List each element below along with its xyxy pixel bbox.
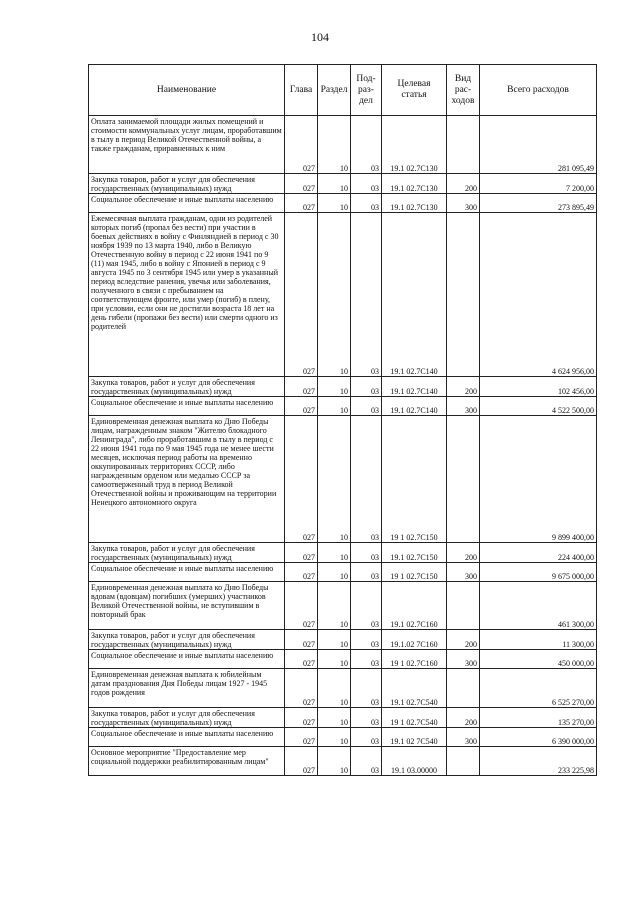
- table-row: [89, 397, 597, 416]
- header-total: Всего расходов: [480, 65, 597, 116]
- row-subsection: 03: [351, 650, 382, 669]
- row-name: Социальное обеспечение и иные выплаты населению: [89, 397, 285, 416]
- row-total: 4 522 500,00: [480, 397, 597, 416]
- row-total: 233 225,98: [480, 747, 597, 776]
- row-type: 300: [447, 650, 480, 669]
- row-type: [447, 116, 480, 174]
- row-chapter: 027: [285, 582, 318, 630]
- row-chapter: 027: [285, 747, 318, 776]
- row-type: 300: [447, 728, 480, 747]
- header-chapter: Глава: [285, 65, 318, 116]
- row-chapter: 027: [285, 116, 318, 174]
- row-total: 281 095,49: [480, 116, 597, 174]
- row-type: 200: [447, 377, 480, 397]
- row-section: 10: [318, 747, 351, 776]
- row-chapter: 027: [285, 397, 318, 416]
- row-type: [447, 582, 480, 630]
- row-name: Единовременная денежная выплата ко Дню Победы вдовам (вдовцам) погибших (умерших) участников Великой Отечественной войны, не вступившим в повторный брак: [89, 582, 285, 630]
- table-row: [89, 630, 597, 650]
- row-section: 10: [318, 708, 351, 728]
- row-name: Единовременная денежная выплата к юбилейным датам празднования Дня Победы лицам 1927 - 1945 годов рождения: [89, 669, 285, 708]
- row-target: 19.1 02 7С540: [382, 728, 447, 747]
- row-type: 300: [447, 563, 480, 582]
- row-chapter: 027: [285, 669, 318, 708]
- row-target: 19.1 02.7С160: [382, 582, 447, 630]
- row-target: 19.1 02.7С150: [382, 543, 447, 563]
- table-row: [89, 174, 597, 194]
- row-section: 10: [318, 397, 351, 416]
- row-chapter: 027: [285, 213, 318, 377]
- row-name: Социальное обеспечение и иные выплаты населению: [89, 563, 285, 582]
- budget-table: [88, 64, 597, 776]
- row-chapter: 027: [285, 194, 318, 213]
- row-subsection: 03: [351, 116, 382, 174]
- row-name: Закупка товаров, работ и услуг для обеспечения государственных (муниципальных) нужд: [89, 708, 285, 728]
- row-type: 300: [447, 397, 480, 416]
- row-target: 19.1 02.7С140: [382, 397, 447, 416]
- row-name: Социальное обеспечение и иные выплаты населению: [89, 650, 285, 669]
- table-row: [89, 582, 597, 630]
- row-chapter: 027: [285, 416, 318, 543]
- row-subsection: 03: [351, 582, 382, 630]
- row-section: 10: [318, 174, 351, 194]
- row-name: Основное мероприятие "Предоставление мер социальной поддержки реабилитированным лицам": [89, 747, 285, 776]
- row-total: 273 895,49: [480, 194, 597, 213]
- row-subsection: 03: [351, 563, 382, 582]
- header-target: Целевая статья: [382, 65, 447, 116]
- header-row: [89, 65, 597, 116]
- row-section: 10: [318, 213, 351, 377]
- row-section: 10: [318, 669, 351, 708]
- row-name: Социальное обеспечение и иные выплаты населению: [89, 194, 285, 213]
- row-target: 19.1.02 7С160: [382, 630, 447, 650]
- row-subsection: 03: [351, 174, 382, 194]
- row-chapter: 027: [285, 174, 318, 194]
- row-target: 19.1 02.7С130: [382, 194, 447, 213]
- row-name: Единовременная денежная выплата ко Дню Победы лицам, награжденным знаком "Жителю блокадного Ленинграда", либо проработавшим в тылу в период с 22 июня 1941 года по 9 мая 1945 года не менее шести месяцев, исключая период работы на временно оккупированных территориях СССР, либо награжденным орденом или медалью СССР за самоотверженный труд в период Великой Отечественной войны и проживающим на территории Ненецкого автономного округа: [89, 416, 285, 543]
- row-section: 10: [318, 563, 351, 582]
- row-total: 6 525 270,00: [480, 669, 597, 708]
- row-subsection: 03: [351, 669, 382, 708]
- row-type: 200: [447, 174, 480, 194]
- row-subsection: 03: [351, 416, 382, 543]
- header-section: Раздел: [318, 65, 351, 116]
- row-type: 200: [447, 708, 480, 728]
- row-total: 135 270,00: [480, 708, 597, 728]
- table-row: [89, 563, 597, 582]
- row-chapter: 027: [285, 563, 318, 582]
- table-row: [89, 650, 597, 669]
- row-subsection: 03: [351, 747, 382, 776]
- row-target: 19 1 02.7С540: [382, 708, 447, 728]
- table-row: [89, 708, 597, 728]
- row-target: 19.1 03.00000: [382, 747, 447, 776]
- row-section: 10: [318, 543, 351, 563]
- header-name: Наименование: [89, 65, 285, 116]
- row-type: 300: [447, 194, 480, 213]
- row-total: 6 390 000,00: [480, 728, 597, 747]
- row-name: Закупка товаров, работ и услуг для обеспечения государственных (муниципальных) нужд: [89, 174, 285, 194]
- row-section: 10: [318, 582, 351, 630]
- table-row: [89, 728, 597, 747]
- row-section: 10: [318, 116, 351, 174]
- row-target: 19.1 02.7С540: [382, 669, 447, 708]
- row-subsection: 03: [351, 630, 382, 650]
- row-total: 461 300,00: [480, 582, 597, 630]
- row-section: 10: [318, 377, 351, 397]
- row-subsection: 03: [351, 543, 382, 563]
- table-row: [89, 116, 597, 174]
- row-type: 200: [447, 543, 480, 563]
- table-row: [89, 416, 597, 543]
- row-name: Закупка товаров, работ и услуг для обеспечения государственных (муниципальных) нужд: [89, 543, 285, 563]
- table-row: [89, 377, 597, 397]
- row-total: 102 456,00: [480, 377, 597, 397]
- row-subsection: 03: [351, 397, 382, 416]
- table-row: [89, 669, 597, 708]
- row-subsection: 03: [351, 213, 382, 377]
- row-chapter: 027: [285, 728, 318, 747]
- row-subsection: 03: [351, 194, 382, 213]
- row-total: 4 624 956,00: [480, 213, 597, 377]
- page-number: 104: [311, 30, 329, 44]
- row-total: 450 000,00: [480, 650, 597, 669]
- row-chapter: 027: [285, 377, 318, 397]
- row-section: 10: [318, 416, 351, 543]
- row-target: 19.1 02.7С140: [382, 213, 447, 377]
- row-total: 224 400,00: [480, 543, 597, 563]
- row-target: 19 1 02.7С150: [382, 416, 447, 543]
- row-target: 19.1 02.7С130: [382, 174, 447, 194]
- row-section: 10: [318, 194, 351, 213]
- row-name: Закупка товаров, работ и услуг для обеспечения государственных (муниципальных) нужд: [89, 630, 285, 650]
- header-type: Вид рас- ходов: [447, 65, 480, 116]
- row-subsection: 03: [351, 708, 382, 728]
- row-name: Ежемесячная выплата гражданам, одни из родителей которых погиб (пропал без вести) при участии в боевых действиях в войну с Финляндией в период с 30 ноября 1939 по 13 марта 1940, либо в Великую Отечественную войну в период с 22 июня 1941 по 9 (11) мая 1945, либо в войну с Японией в период с 9 августа 1945 по 3 сентября 1945 или умер в указанный период вследствие ранения, увечья или заболевания, полученного в связи с пребыванием на соответствующем фронте, или умер (погиб) в плену, при условии, если они не достигли возраста 18 лет на день гибели (пропажи без вести) или смерти одного из родителей: [89, 213, 285, 377]
- row-type: [447, 213, 480, 377]
- row-name: Закупка товаров, работ и услуг для обеспечения государственных (муниципальных) нужд: [89, 377, 285, 397]
- row-subsection: 03: [351, 377, 382, 397]
- row-section: 10: [318, 650, 351, 669]
- table-row: [89, 543, 597, 563]
- row-target: 19.1 02.7С140: [382, 377, 447, 397]
- row-chapter: 027: [285, 630, 318, 650]
- row-type: 200: [447, 630, 480, 650]
- row-chapter: 027: [285, 543, 318, 563]
- row-section: 10: [318, 728, 351, 747]
- table-row: [89, 747, 597, 776]
- row-chapter: 027: [285, 650, 318, 669]
- row-total: 7 200,00: [480, 174, 597, 194]
- row-type: [447, 416, 480, 543]
- row-type: [447, 747, 480, 776]
- row-type: [447, 669, 480, 708]
- row-name: Оплата занимаемой площади жилых помещений и стоимости коммунальных услуг лицам, проработавшим в тылу в период Великой Отечественной войны, а также гражданам, приравненных к ним: [89, 116, 285, 174]
- row-total: 9 675 000,00: [480, 563, 597, 582]
- table-row: [89, 194, 597, 213]
- row-section: 10: [318, 630, 351, 650]
- row-target: 19.1 02.7С130: [382, 116, 447, 174]
- header-subsection: Под- раз- дел: [351, 65, 382, 116]
- row-target: 19 1 02.7С160: [382, 650, 447, 669]
- row-total: 9 899 400,00: [480, 416, 597, 543]
- row-subsection: 03: [351, 728, 382, 747]
- row-chapter: 027: [285, 708, 318, 728]
- row-target: 19 1 02.7С150: [382, 563, 447, 582]
- row-name: Социальное обеспечение и иные выплаты населению: [89, 728, 285, 747]
- row-total: 11 300,00: [480, 630, 597, 650]
- table-row: [89, 213, 597, 377]
